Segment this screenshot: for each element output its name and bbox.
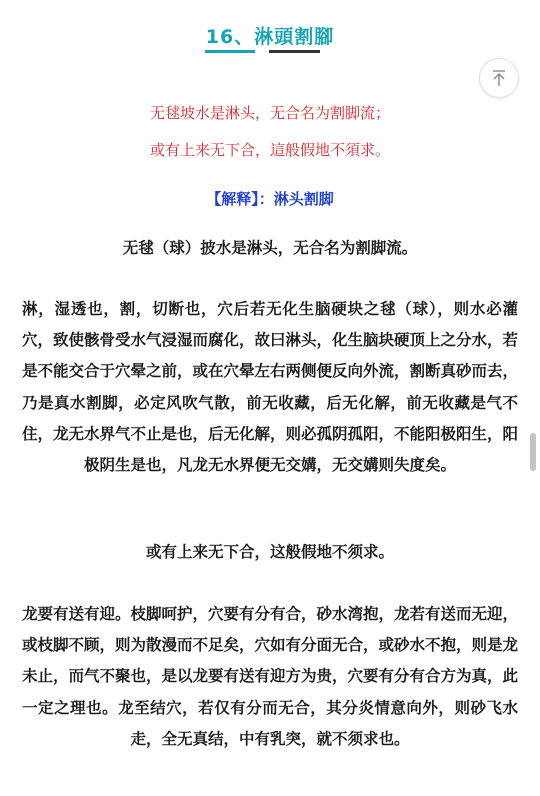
verse-line-1: 无毬（球）披水是淋头，无合名为割脚流。 <box>122 238 418 257</box>
verse-line-2: 或有上来无下合，这般假地不须求。 <box>145 542 394 561</box>
paragraph-2: 龙要有送有迎。枝脚呵护，穴要有分有合，砂水湾抱，龙若有送而无迎，或枝脚不顾，则为散漫而不足矣，穴如有分面无合，或砂水不抱，则是龙未止，而气不聚也，是以龙要有送有迎方为贵，穴要有分有合方为真，此一定之理也。龙至结穴，若仅有分而无合，其分炎情意向外，则砂飞水走，全无真结，中有乳突，就不须求也。 <box>22 604 519 748</box>
poem-line-2: 或有上来无下合，這般假地不須求。 <box>149 141 390 159</box>
poem-line-1: 无毬坡水是淋头，无合名为割脚流； <box>149 104 390 122</box>
article-header <box>0 22 540 49</box>
paragraph-1: 淋，湿透也，割，切断也，穴后若无化生脑硬块之毬（球），则水必灌穴，致使骸骨受水气浸湿而腐化，故曰淋头，化生脑块硬顶上之分水，若是不能交合于穴晕之前，或在穴晕左右两侧便反向外流，割断真砂而去，乃是真水割脚，必定风吹气散，前无收藏，后无化解，前无收藏是气不住，龙无水界气不止是也，后无化解，则必孤阴孤阳，不能阳极阳生，阳极阴生是也，凡龙无水界便无交媾，无交媾则失度矣。 <box>22 299 519 475</box>
scrollbar-thumb[interactable] <box>530 433 536 471</box>
title-accent-bar <box>205 50 255 53</box>
back-to-top-button[interactable] <box>479 58 519 98</box>
explanation-heading: 【解释】：淋头割脚 <box>206 190 334 208</box>
page-title: 16、淋頭割腳 <box>205 26 335 48</box>
title-dark-bar <box>269 50 320 53</box>
arrow-up-to-line-icon <box>489 68 509 88</box>
